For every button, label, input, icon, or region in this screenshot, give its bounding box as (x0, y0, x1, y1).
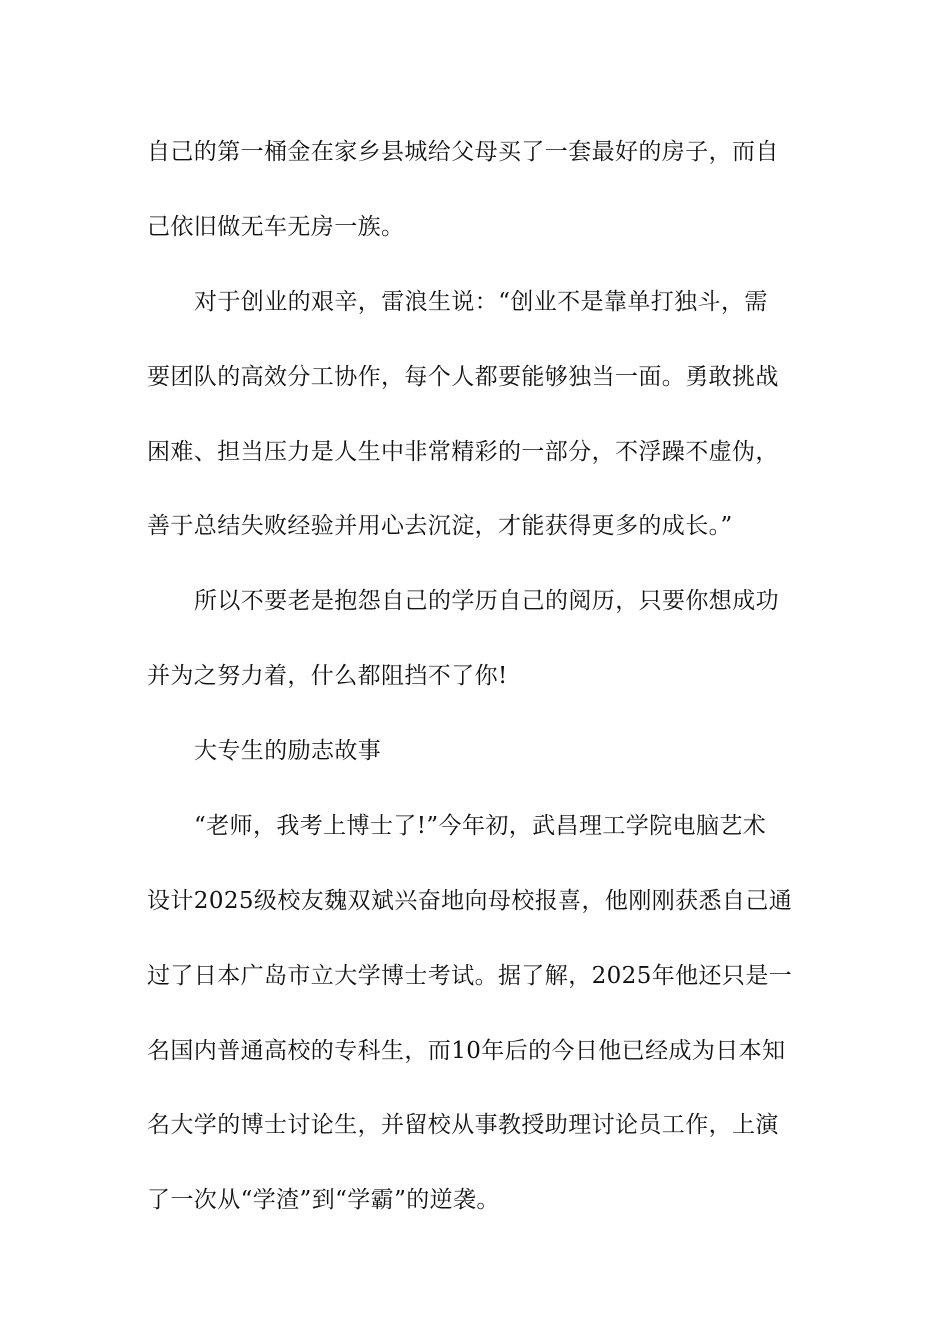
paragraph-first-line: 所以不要老是抱怨自己的学历自己的阅历，只要你想成功 (194, 588, 779, 614)
text-line: 名大学的博士讨论生，并留校从事教授助理讨论员工作，上演 (147, 1112, 779, 1138)
text-line: 并为之努力着，什么都阻挡不了你! (147, 663, 508, 689)
section-heading: 大专生的励志故事 (194, 738, 382, 764)
text-line: 名国内普通高校的专科生，而10年后的今日他已经成为日本知 (147, 1038, 786, 1064)
text-line: 己依旧做无车无房一族。 (147, 214, 405, 240)
paragraph-first-line: 对于创业的艰辛，雷浪生说：“创业不是靠单打独斗，需 (194, 289, 768, 315)
text-line: 过了日本广岛市立大学博士考试。据了解，2025年他还只是一 (147, 963, 793, 989)
text-line: 设计2025级校友魏双斌兴奋地向母校报喜，他刚刚获悉自己通 (147, 888, 793, 914)
text-line: 善于总结失败经验并用心去沉淀，才能获得更多的成长。” (147, 513, 733, 539)
paragraph-first-line: “老师，我考上博士了!”今年初，武昌理工学院电脑艺术 (194, 813, 767, 839)
text-line: 了一次从“学渣”到“学霸”的逆袭。 (147, 1187, 500, 1213)
text-line: 困难、担当压力是人生中非常精彩的一部分，不浮躁不虚伪， (147, 439, 779, 465)
text-line: 要团队的高效分工协作，每个人都要能够独当一面。勇敢挑战 (147, 364, 779, 390)
text-line: 自己的第一桶金在家乡县城给父母买了一套最好的房子，而自 (147, 139, 779, 165)
